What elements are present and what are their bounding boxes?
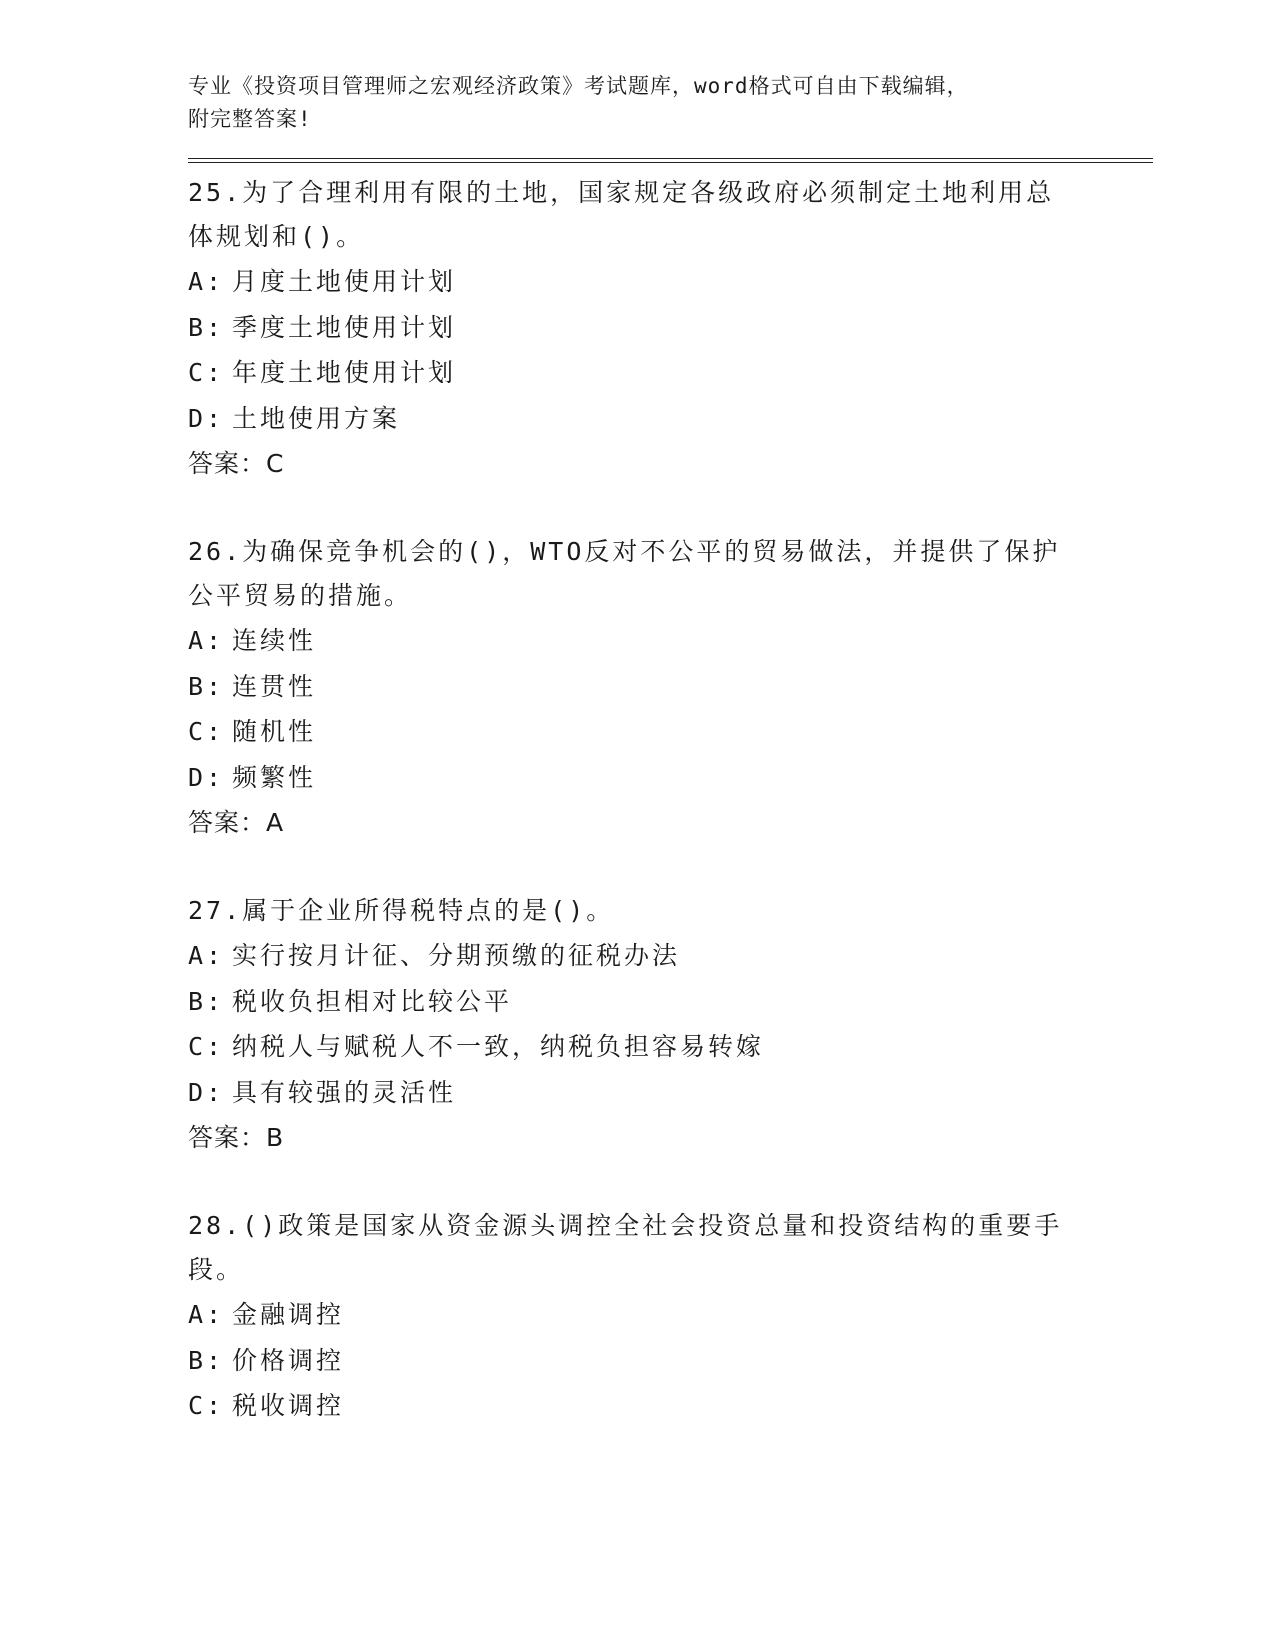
question-item [188, 1204, 1148, 1429]
answer-line: 答案：C [188, 449, 285, 478]
option-b [188, 664, 1148, 710]
option-c [188, 709, 1148, 755]
option-a [188, 259, 1148, 305]
option-text: 土地使用方案 [232, 403, 401, 433]
option-text: 价格调控 [232, 1345, 345, 1375]
option-text: 连贯性 [232, 671, 317, 701]
option-text: 随机性 [232, 717, 317, 746]
option-text: 税收调控 [232, 1391, 345, 1420]
option-letter: D: [188, 1077, 225, 1107]
question-item [188, 889, 1148, 1160]
option-letter: A: [188, 267, 225, 296]
question-item [188, 530, 1148, 845]
option-a [188, 618, 1148, 664]
option-text: 金融调控 [232, 1300, 345, 1329]
option-c [188, 350, 1148, 396]
option-letter: D: [188, 762, 225, 792]
option-b [188, 1338, 1148, 1384]
option-letter: B: [188, 312, 225, 342]
option-text: 月度土地使用计划 [232, 267, 457, 296]
option-letter: A: [188, 941, 225, 970]
option-text: 年度土地使用计划 [232, 358, 457, 387]
option-b [188, 305, 1148, 351]
option-text: 连续性 [232, 626, 317, 655]
option-text: 季度土地使用计划 [232, 312, 457, 342]
option-text: 具有较强的灵活性 [232, 1077, 457, 1107]
question-stem: 28.()政策是国家从资金源头调控全社会投资总量和投资结构的重要手段。 [188, 1211, 1063, 1284]
option-letter: D: [188, 403, 225, 433]
option-d [188, 396, 1148, 442]
option-text: 税收负担相对比较公平 [232, 986, 513, 1016]
document-page [188, 70, 1148, 1473]
question-stem: 25.为了合理利用有限的土地，国家规定各级政府必须制定土地利用总体规划和()。 [188, 178, 1055, 251]
option-letter: A: [188, 626, 225, 655]
option-letter: C: [188, 717, 225, 746]
option-letter: C: [188, 358, 225, 387]
option-text: 实行按月计征、分期预缴的征税办法 [232, 941, 681, 970]
option-text: 纳税人与赋税人不一致，纳税负担容易转嫁 [232, 1032, 765, 1061]
header-divider [188, 158, 1153, 163]
option-b [188, 979, 1148, 1025]
header-line-1: 专业《投资项目管理师之宏观经济政策》考试题库，word格式可自由下载编辑， [188, 74, 969, 98]
option-letter: B: [188, 671, 225, 701]
option-d [188, 755, 1148, 801]
option-letter: A: [188, 1300, 225, 1329]
question-stem: 27.属于企业所得税特点的是()。 [188, 896, 615, 925]
document-header [188, 70, 1068, 136]
option-d [188, 1070, 1148, 1116]
option-letter: B: [188, 1345, 225, 1375]
answer-line: 答案：A [188, 808, 285, 837]
option-c [188, 1024, 1148, 1070]
header-line-2: 附完整答案! [188, 107, 312, 131]
option-text: 频繁性 [232, 762, 317, 792]
option-a [188, 933, 1148, 979]
option-letter: C: [188, 1032, 225, 1061]
question-stem: 26.为确保竞争机会的()，WTO反对不公平的贸易做法，并提供了保护公平贸易的措施。 [188, 537, 1061, 610]
option-letter: B: [188, 986, 225, 1016]
answer-line: 答案：B [188, 1123, 285, 1152]
option-a [188, 1292, 1148, 1338]
question-item [188, 171, 1148, 486]
option-letter: C: [188, 1391, 225, 1420]
question-list [188, 171, 1148, 1429]
option-c [188, 1383, 1148, 1429]
